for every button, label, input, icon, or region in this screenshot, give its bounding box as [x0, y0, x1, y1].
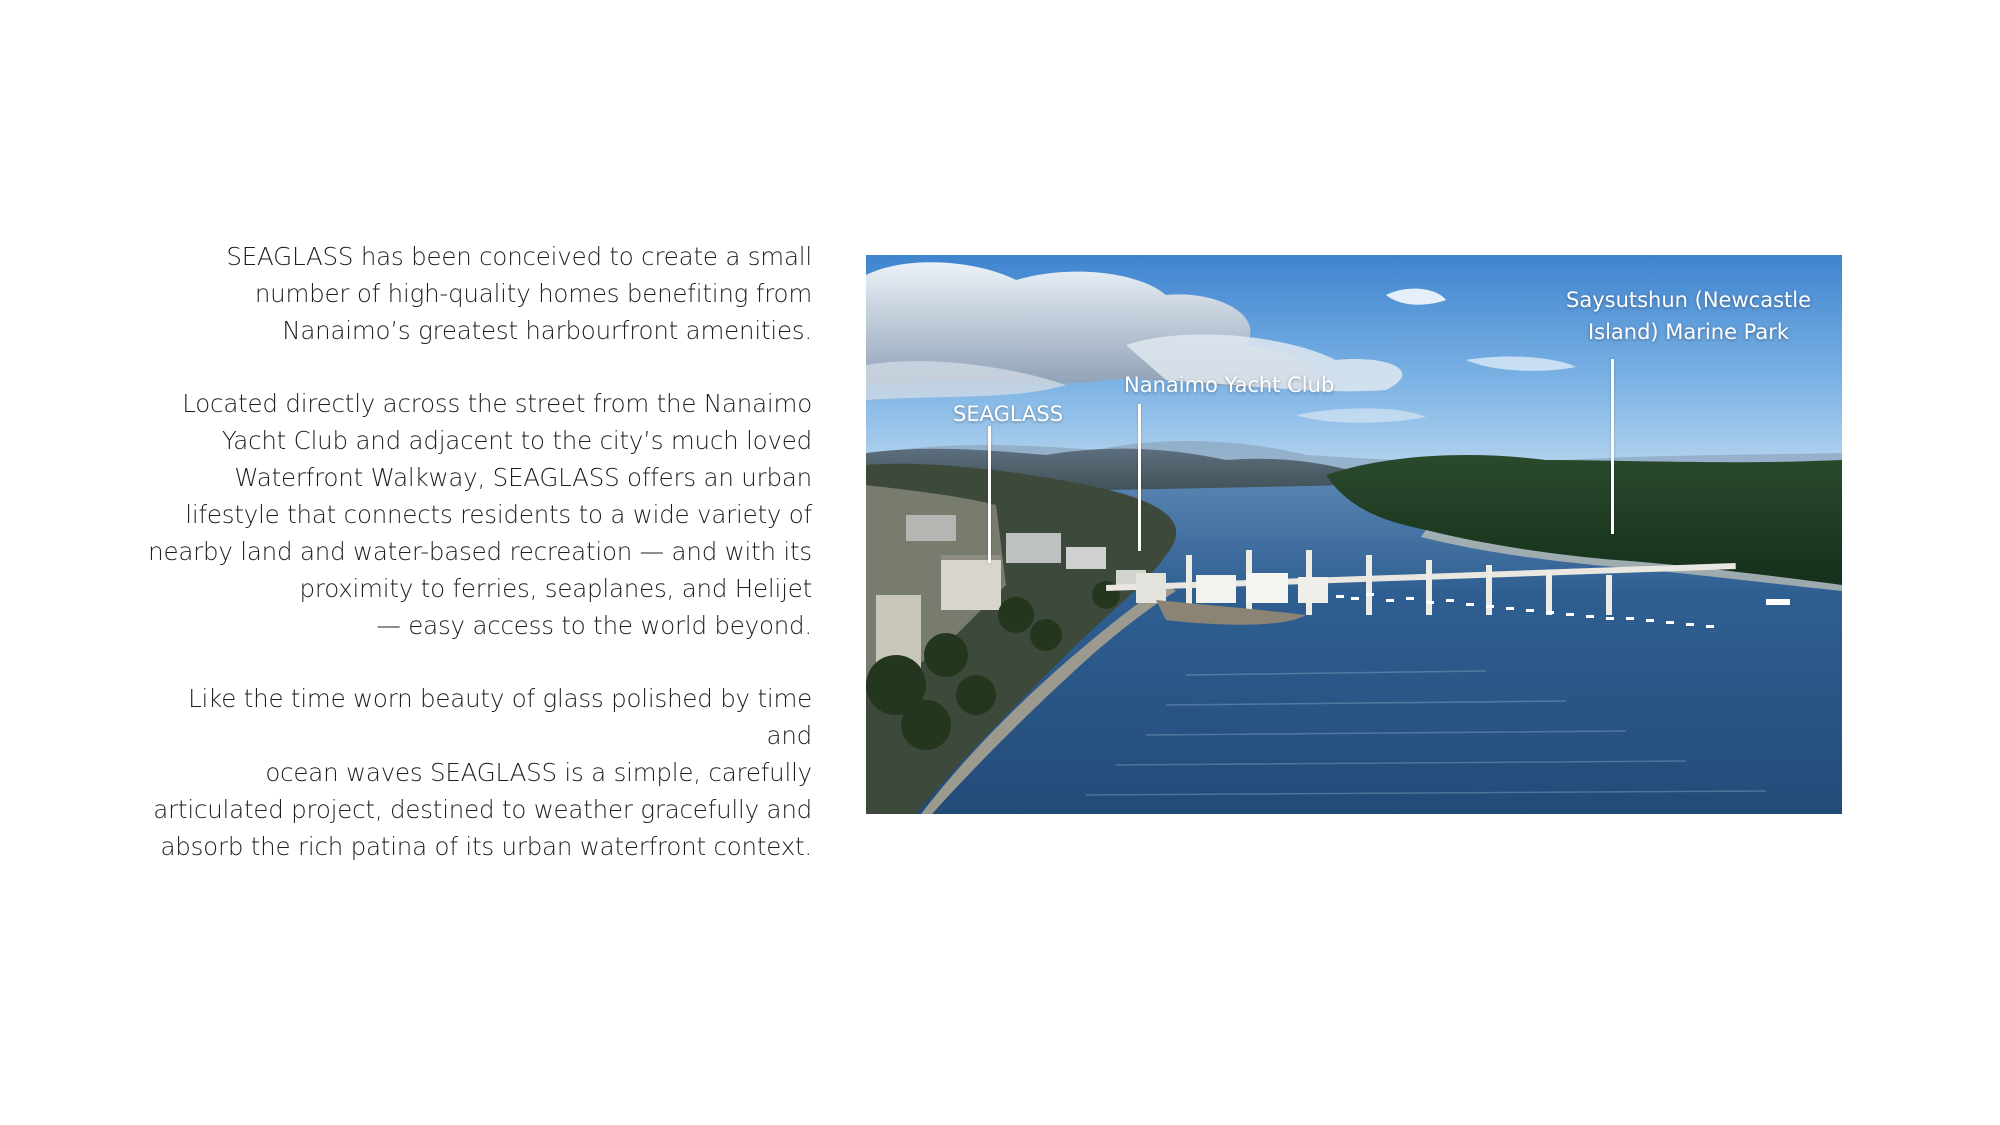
- text-line: ocean waves SEAGLASS is a simple, carefully: [265, 758, 812, 787]
- text-line: lifestyle that connects residents to a wide variety of: [185, 500, 812, 529]
- text-line: Located directly across the street from the Nanaimo: [182, 389, 812, 418]
- text-line: Waterfront Walkway, SEAGLASS offers an urban: [234, 463, 812, 492]
- label-seaglass: SEAGLASS: [953, 402, 1064, 426]
- paragraph-intro: [140, 238, 812, 349]
- text-line: nearby land and water-based recreation — and with its: [148, 537, 812, 566]
- paragraph-location: [140, 385, 812, 644]
- leader-line-yacht-club: [1138, 404, 1141, 551]
- text-line: articulated project, destined to weather gracefully and: [153, 795, 812, 824]
- paragraph-philosophy: [140, 680, 812, 865]
- label-marine-park-line-2: Island) Marine Park: [1587, 320, 1790, 344]
- leader-line-marine-park: [1611, 359, 1614, 534]
- leader-line-seaglass: [988, 426, 991, 563]
- text-line: proximity to ferries, seaplanes, and Helijet: [299, 574, 812, 603]
- text-line: number of high-quality homes benefiting from: [254, 279, 812, 308]
- label-marine-park: [1566, 284, 1811, 348]
- text-line: Nanaimo’s greatest harbourfront amenities.: [282, 316, 812, 345]
- label-yacht-club: Nanaimo Yacht Club: [1124, 373, 1335, 397]
- text-line: absorb the rich patina of its urban waterfront context.: [160, 832, 812, 861]
- label-marine-park-line-1: Saysutshun (Newcastle: [1566, 288, 1811, 312]
- text-line: — easy access to the world beyond.: [376, 611, 812, 640]
- description-text-block: [140, 238, 812, 865]
- text-line: SEAGLASS has been conceived to create a small: [226, 242, 812, 271]
- text-line: Yacht Club and adjacent to the city’s much loved: [221, 426, 812, 455]
- text-line: Like the time worn beauty of glass polished by time and: [188, 684, 812, 750]
- aerial-harbour-photo: [866, 255, 1842, 814]
